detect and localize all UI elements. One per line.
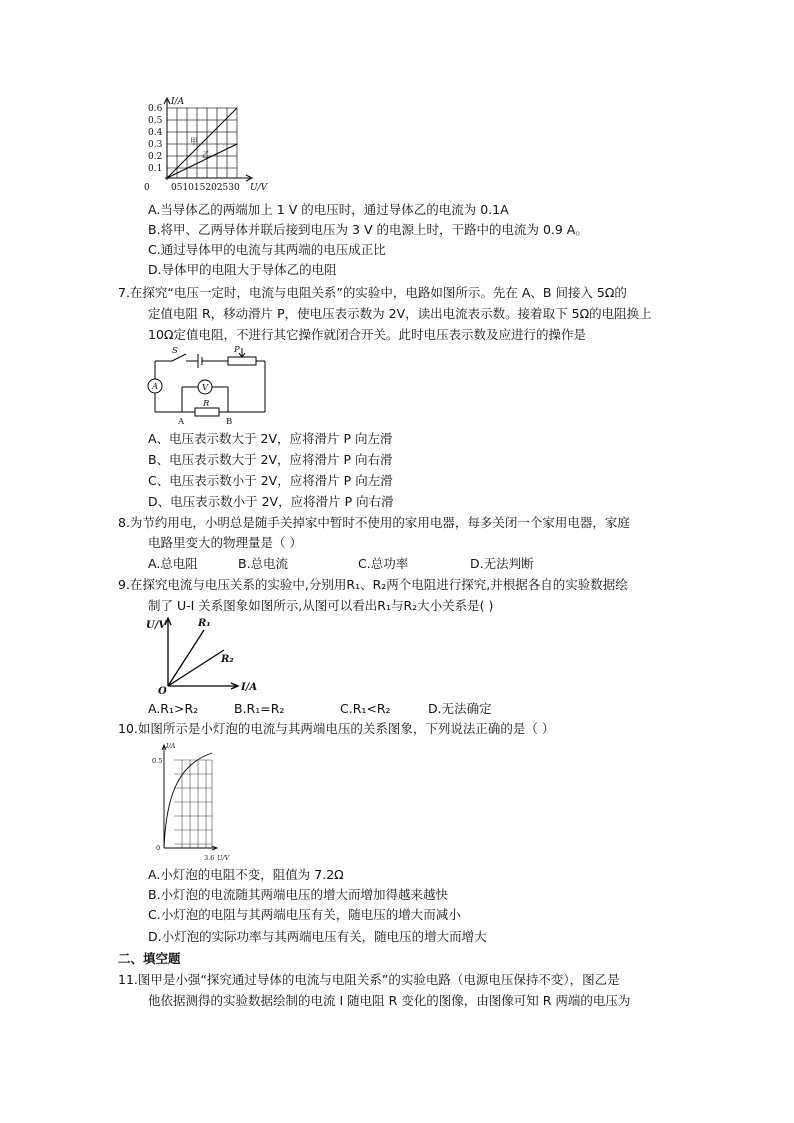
y-tick: 0.5 (152, 757, 163, 765)
y-axis-label: U/V (146, 620, 167, 631)
q10-option-b: B.小灯泡的电流随其两端电压的增大而增加得越来越快 (148, 887, 449, 902)
q7-stem-2: 定值电阻 R，移动滑片 P，使电压表示数为 2V，读出电流表示数。接着取下 5Ω的电阻换上 (148, 306, 652, 321)
y-axis-label: I/A (171, 97, 185, 107)
x-axis-label: U/V (217, 854, 230, 862)
y-tick: 0.6 (148, 104, 163, 114)
q7-option-a: A、电压表示数大于 2V，应将滑片 P 向左滑 (148, 431, 393, 446)
q8-option-b: B.总电流 (238, 556, 289, 571)
q8-stem-1: 8.为节约用电，小明总是随手关掉家中暂时不使用的家用电器，每多关闭一个家用电器，家庭 (118, 515, 630, 530)
q8-stem-2: 电路里变大的物理量是（ ） (148, 535, 302, 550)
q10-option-d: D.小灯泡的实际功率与其两端电压有关，随电压的增大而增大 (148, 929, 487, 944)
q6-option-a: A.当导体乙的两端加上 1 V 的电压时，通过导体乙的电流为 0.1A (148, 202, 509, 217)
q6-iu-graph (140, 94, 290, 198)
switch-label: S (172, 346, 178, 356)
origin-label: O (158, 686, 167, 694)
q7-option-d: D、电压表示数小于 2V，应将滑片 P 向右滑 (148, 494, 394, 509)
y-axis-label: I/A (166, 742, 176, 750)
x-axis-label: U/V (250, 183, 268, 193)
q9-stem-2: 制了 U-I 关系图象如图所示,从图可以看出R₁与R₂大小关系是( ) (148, 598, 494, 613)
q10-option-c: C.小灯泡的电阻与其两端电压有关，随电压的增大而减小 (148, 907, 461, 922)
slider-label: P (234, 345, 240, 355)
resistor-r (195, 408, 219, 416)
point-a-label: A (178, 417, 185, 427)
q10-iu-graph (146, 740, 246, 866)
q11-stem-2: 他依据测得的实验数据绘制的电流 I 随电阻 R 变化的图像，由图像可知 R 两端的电压为 (148, 993, 631, 1008)
section-title-fill-blank: 二、填空题 (118, 951, 181, 966)
q9-option-c: C.R₁<R₂ (340, 701, 391, 716)
q6-option-c: C.通过导体甲的电流与其两端的电压成正比 (148, 242, 386, 257)
ammeter-label: A (152, 382, 159, 392)
resistor-label: R (203, 399, 210, 409)
q6-option-b: B.将甲、乙两导体并联后接到电压为 3 V 的电源上时，干路中的电流为 0.9 A。 (148, 222, 588, 237)
origin-label: 0 (144, 183, 150, 193)
voltmeter-label: V (202, 383, 209, 393)
q9-option-a: A.R₁>R₂ (148, 701, 199, 716)
q10-option-a: A.小灯泡的电阻不变，阻值为 7.2Ω (148, 867, 344, 882)
r2-label: R₂ (221, 654, 234, 665)
q7-stem-3: 10Ω定值电阻，不进行其它操作就闭合开关。此时电压表示数及应进行的操作是 (148, 327, 586, 342)
q8-option-a: A.总电阻 (148, 556, 198, 571)
q8-option-c: C.总功率 (358, 556, 409, 571)
curve-jia (167, 108, 237, 178)
origin-label: 0 (156, 844, 161, 852)
q9-option-d: D.无法确定 (428, 701, 492, 716)
x-ticks: 051015202530 (171, 183, 240, 193)
y-tick: 0.1 (148, 164, 163, 174)
label-jia: 甲 (190, 137, 198, 146)
q6-option-d: D.导体甲的电阻大于导体乙的电阻 (148, 262, 337, 277)
y-tick: 0.3 (148, 140, 163, 150)
point-b-label: B (226, 417, 233, 427)
y-tick: 0.2 (148, 152, 163, 162)
y-tick: 0.4 (148, 128, 163, 138)
q9-ui-graph (144, 614, 268, 694)
x-tick: 3.6 (204, 854, 215, 862)
r1-label: R₁ (198, 618, 211, 629)
q7-option-c: C、电压表示数小于 2V，应将滑片 P 向左滑 (148, 473, 393, 488)
line-r2 (168, 650, 224, 686)
q9-option-b: B.R₁=R₂ (234, 701, 285, 716)
q7-stem-1: 7.在探究“电压一定时，电流与电阻关系”的实验中，电路如图所示。先在 A、B 间接入 5Ω的 (118, 285, 627, 300)
y-tick: 0.5 (148, 116, 163, 126)
q11-stem-1: 11.图甲是小强“探究通过导体的电流与电阻关系”的实验电路（电源电压保持不变），图乙是 (118, 972, 620, 987)
q8-option-d: D.无法判断 (470, 556, 534, 571)
q7-option-b: B、电压表示数大于 2V，应将滑片 P 向右滑 (148, 452, 393, 467)
x-axis-label: I/A (241, 682, 258, 693)
bulb-curve (164, 753, 212, 848)
q10-stem: 10.如图所示是小灯泡的电流与其两端电压的关系图象，下列说法正确的是（ ） (118, 721, 555, 736)
line-r1 (168, 630, 204, 686)
q7-circuit-diagram (140, 344, 270, 428)
rheostat (228, 357, 256, 365)
q9-stem-1: 9.在探究电流与电压关系的实验中,分别用R₁、R₂两个电阻进行探究,并根据各自的实验数据绘 (118, 577, 628, 592)
label-yi: 乙 (202, 150, 210, 159)
